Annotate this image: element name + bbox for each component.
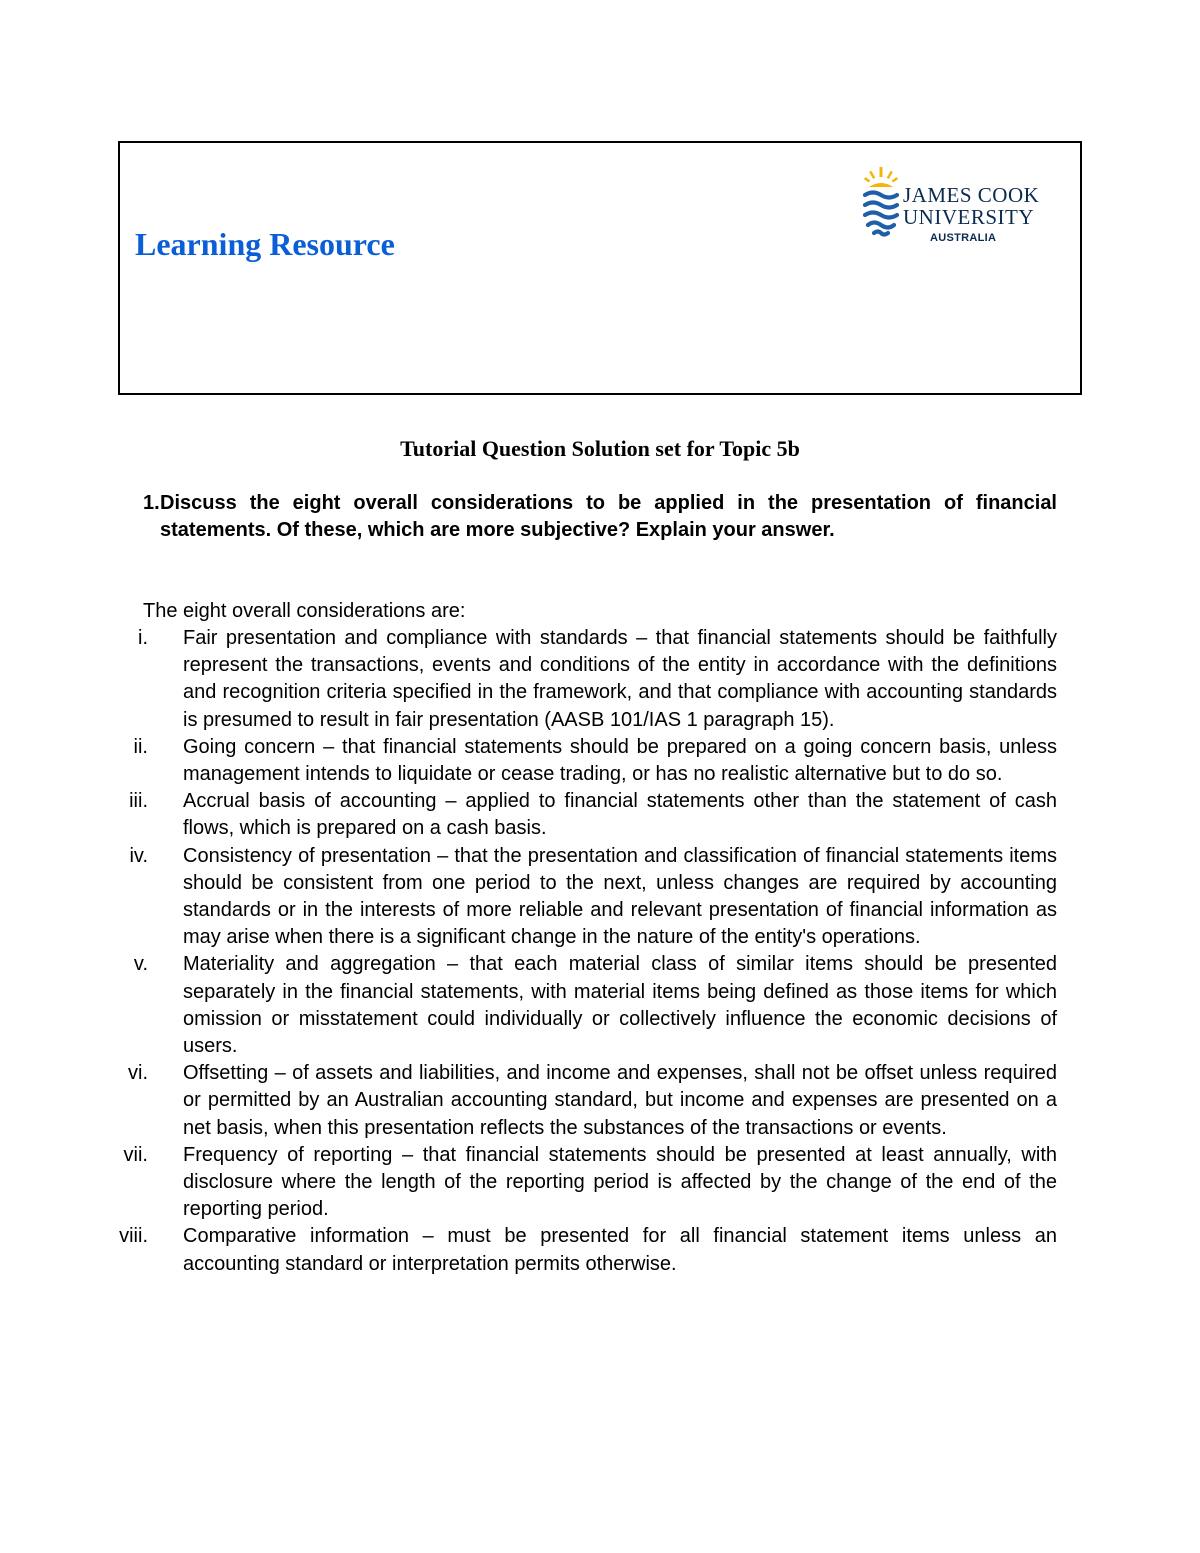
logo-line-2: UNIVERSITY — [903, 205, 1034, 229]
item-number: viii. — [119, 1225, 148, 1248]
list-item — [0, 734, 1200, 788]
logo-line-1: JAMES COOK — [903, 183, 1040, 207]
header-box — [118, 141, 1082, 395]
document-title: Tutorial Question Solution set for Topic 5b — [400, 436, 800, 461]
university-logo — [861, 165, 1046, 245]
list-item — [0, 1223, 1200, 1277]
item-number: vi. — [128, 1062, 148, 1085]
list-item — [0, 1060, 1200, 1142]
list-item — [0, 843, 1200, 952]
item-number: iv. — [129, 844, 148, 867]
list-item — [0, 1142, 1200, 1224]
list-item — [0, 625, 1200, 734]
list-item — [0, 951, 1200, 1060]
learning-resource-title: Learning Resource — [135, 226, 395, 262]
item-text: Frequency of reporting – that financial statements should be presented at least annually, with disclosure where the length of the reporting period is affected by the change of the end of the reporting period. — [183, 1143, 1057, 1221]
item-number: i. — [138, 627, 148, 649]
answer-intro: The eight overall considerations are: — [143, 600, 466, 622]
question-1 — [143, 490, 1057, 544]
item-number: ii. — [133, 735, 148, 758]
considerations-list — [0, 625, 1200, 1278]
question-number: 1. — [143, 492, 160, 514]
item-text: Offsetting – of assets and liabilities, and income and expenses, shall not be offset unless required or permitted by an Australian accounting standard, but income and expenses are presented on a net basis, when this presentation reflects the substances of the transactions or events. — [183, 1062, 1057, 1139]
question-text: Discuss the eight overall considerations to be applied in the presentation of financial statements. Of these, which are more subjective? Explain your answer. — [160, 492, 1057, 541]
item-text: Consistency of presentation – that the presentation and classification of financial statements items should be consistent from one period to the next, unless changes are required by accounting standards or in the interests of more reliable and relevant presentation of financial information as may arise when there is a significant change in the nature of the entity's operations. — [183, 844, 1057, 949]
item-number: vii. — [123, 1143, 148, 1166]
item-text: Comparative information – must be presented for all financial statement items unless an accounting standard or interpretation permits otherwise. — [183, 1225, 1057, 1275]
logo-line-3: AUSTRALIA — [930, 232, 997, 244]
list-item — [0, 788, 1200, 842]
item-text: Going concern – that financial statements should be prepared on a going concern basis, unless management intends to liquidate or cease trading, or has no realistic alternative but to do so. — [183, 735, 1057, 786]
item-text: Fair presentation and compliance with standards – that financial statements should be faithfully represent the transactions, events and conditions of the entity in accordance with the definitions and recognition criteria specified in the framework, and that compliance with accounting standards is presumed to result in fair presentation (AASB 101/IAS 1 paragraph 15). — [183, 627, 1057, 731]
jcu-crest-icon — [861, 165, 901, 245]
item-number: iii. — [129, 790, 148, 813]
item-text: Accrual basis of accounting – applied to financial statements other than the statement of cash flows, which is prepared on a cash basis. — [183, 790, 1057, 840]
item-number: v. — [133, 953, 148, 976]
item-text: Materiality and aggregation – that each material class of similar items should be presented separately in the financial statements, with material items being defined as those items for which omission or misstatement could individually or collectively influence the economic decisions of users. — [183, 953, 1057, 1058]
